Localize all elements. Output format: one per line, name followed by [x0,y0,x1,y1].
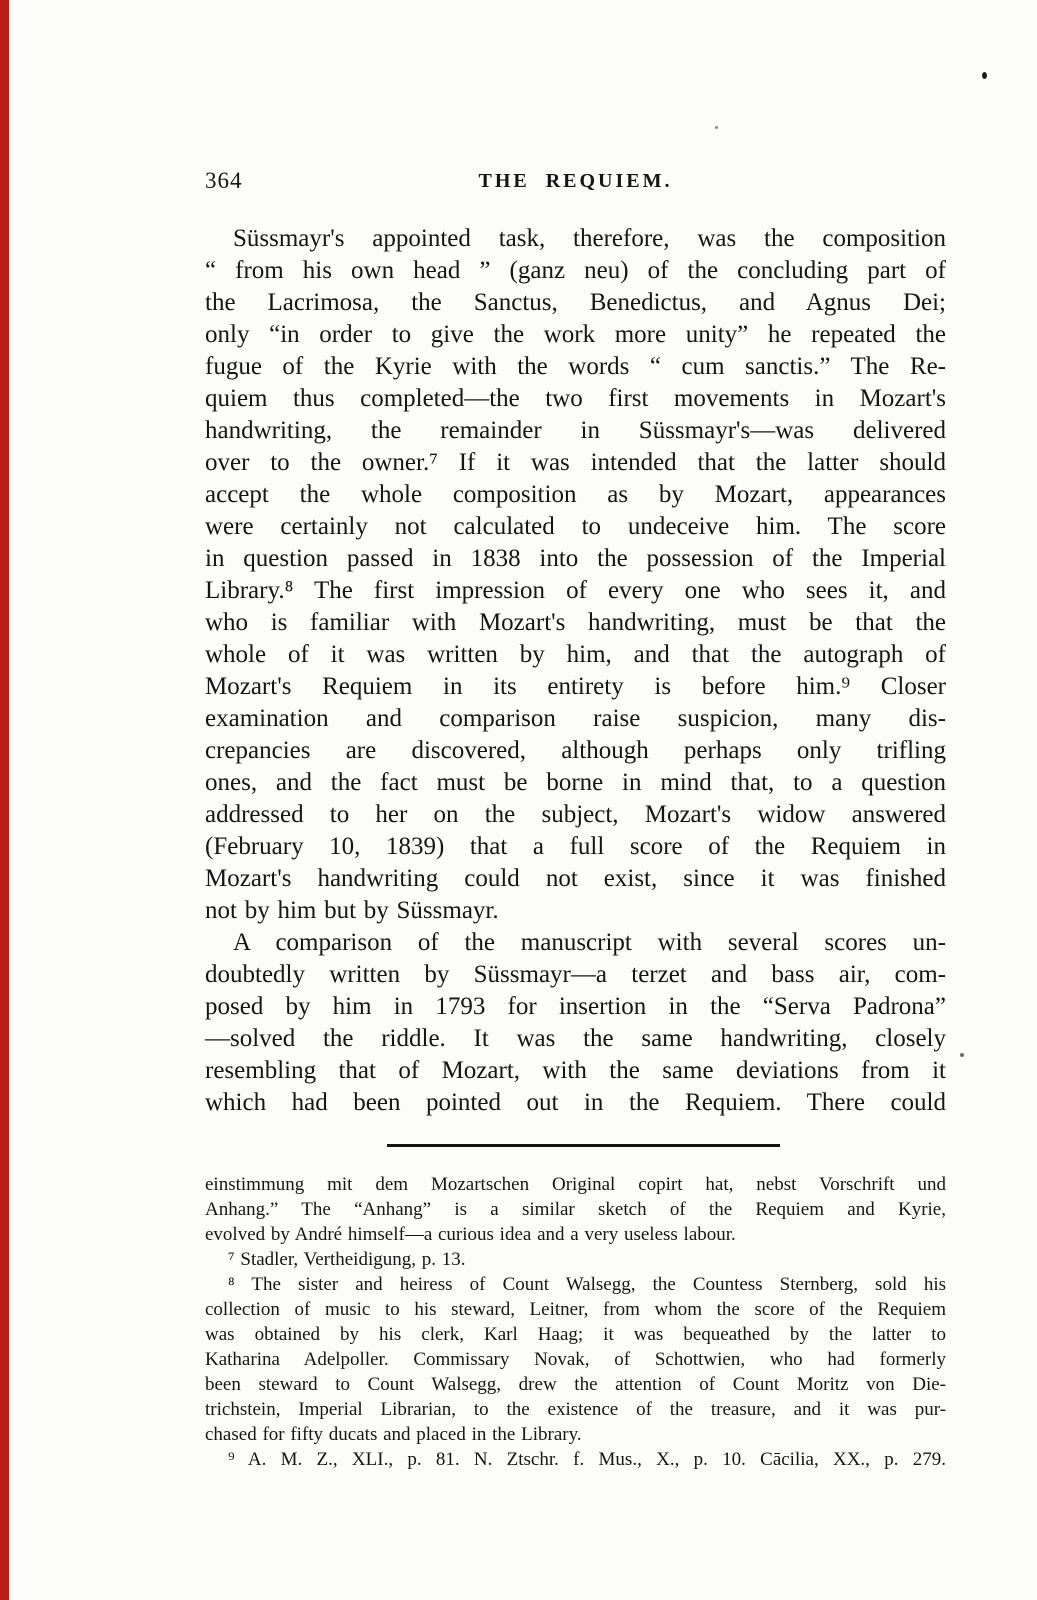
footnote-line: ⁷ Stadler, Vertheidigung, p. 13. [228,1249,466,1270]
body-line: —solved the riddle. It was the same handwriting, closely [205,1025,946,1052]
footnote-line: collection of music to his steward, Leitner, from whom the score of the Requiem [205,1299,946,1320]
body-line: Mozart's handwriting could not exist, since it was finished [205,865,946,892]
body-line: only “in order to give the work more unity” he repeated the [205,321,946,348]
body-line: fugue of the Kyrie with the words “ cum sanctis.” The Re- [205,353,946,380]
ink-speck [715,126,718,129]
footnote-line: Katharina Adelpoller. Commissary Novak, of Schottwien, who had formerly [205,1349,946,1370]
page-number: 364 [205,168,243,193]
body-line: posed by him in 1793 for insertion in the “Serva Padrona” [205,993,946,1020]
body-line: which had been pointed out in the Requiem. There could [205,1089,946,1116]
footnote-line: Anhang.” The “Anhang” is a similar sketch of the Requiem and Kyrie, [205,1199,946,1220]
body-line: Library.⁸ The first impression of every one who sees it, and [205,577,946,604]
body-line: Süssmayr's appointed task, therefore, was the composition [233,225,946,252]
footnote-line: evolved by André himself—a curious idea and a very useless labour. [205,1224,736,1245]
footnote-line: trichstein, Imperial Librarian, to the existence of the treasure, and it was pur- [205,1399,946,1420]
footnote-line: ⁸ The sister and heiress of Count Walsegg, the Countess Sternberg, sold his [228,1274,946,1295]
body-line: A comparison of the manuscript with several scores un- [233,929,946,956]
body-line: (February 10, 1839) that a full score of the Requiem in [205,833,946,860]
body-line: over to the owner.⁷ If it was intended that the latter should [205,449,946,476]
body-line: resembling that of Mozart, with the same deviations from it [205,1057,946,1084]
body-line: crepancies are discovered, although perhaps only trifling [205,737,946,764]
body-line: ones, and the fact must be borne in mind that, to a question [205,769,946,796]
body-line: Mozart's Requiem in its entirety is before him.⁹ Closer [205,673,946,700]
footnote-line: ⁹ A. M. Z., XLI., p. 81. N. Ztschr. f. Mus., X., p. 10. Cācilia, XX., p. 279. [228,1449,946,1470]
ink-speck [982,72,987,79]
footnotes [205,1172,946,1472]
footnote-line: been steward to Count Walsegg, drew the attention of Count Moritz von Die- [205,1374,946,1395]
footnote-line: chased for fifty ducats and placed in the Library. [205,1424,582,1445]
body-line: quiem thus completed—the two first movements in Mozart's [205,385,946,412]
scan-edge-strip [0,0,9,1600]
body-line: the Lacrimosa, the Sanctus, Benedictus, and Agnus Dei; [205,289,946,316]
body-line: “ from his own head ” (ganz neu) of the concluding part of [205,257,946,284]
ink-speck [960,1053,964,1057]
body-line: in question passed in 1838 into the possession of the Imperial [205,545,946,572]
body-line: doubtedly written by Süssmayr—a terzet and bass air, com- [205,961,946,988]
body-line: not by him but by Süssmayr. [205,897,499,924]
footnote-line: einstimmung mit dem Mozartschen Original copirt hat, nebst Vorschrift und [205,1174,946,1195]
body-line: handwriting, the remainder in Süssmayr's—was delivered [205,417,946,444]
page-header [205,168,946,196]
body-line: addressed to her on the subject, Mozart's widow answered [205,801,946,828]
footnote-line: was obtained by his clerk, Karl Haag; it was bequeathed by the latter to [205,1324,946,1345]
running-title: THE REQUIEM. [478,170,673,192]
body-line: accept the whole composition as by Mozart, appearances [205,481,946,508]
footnote-separator-rule [387,1144,780,1147]
body-line: who is familiar with Mozart's handwriting, must be that the [205,609,946,636]
body-line: whole of it was written by him, and that the autograph of [205,641,946,668]
body-line: were certainly not calculated to undeceive him. The score [205,513,946,540]
body-line: examination and comparison raise suspicion, many dis- [205,705,946,732]
body-text [205,223,946,1119]
